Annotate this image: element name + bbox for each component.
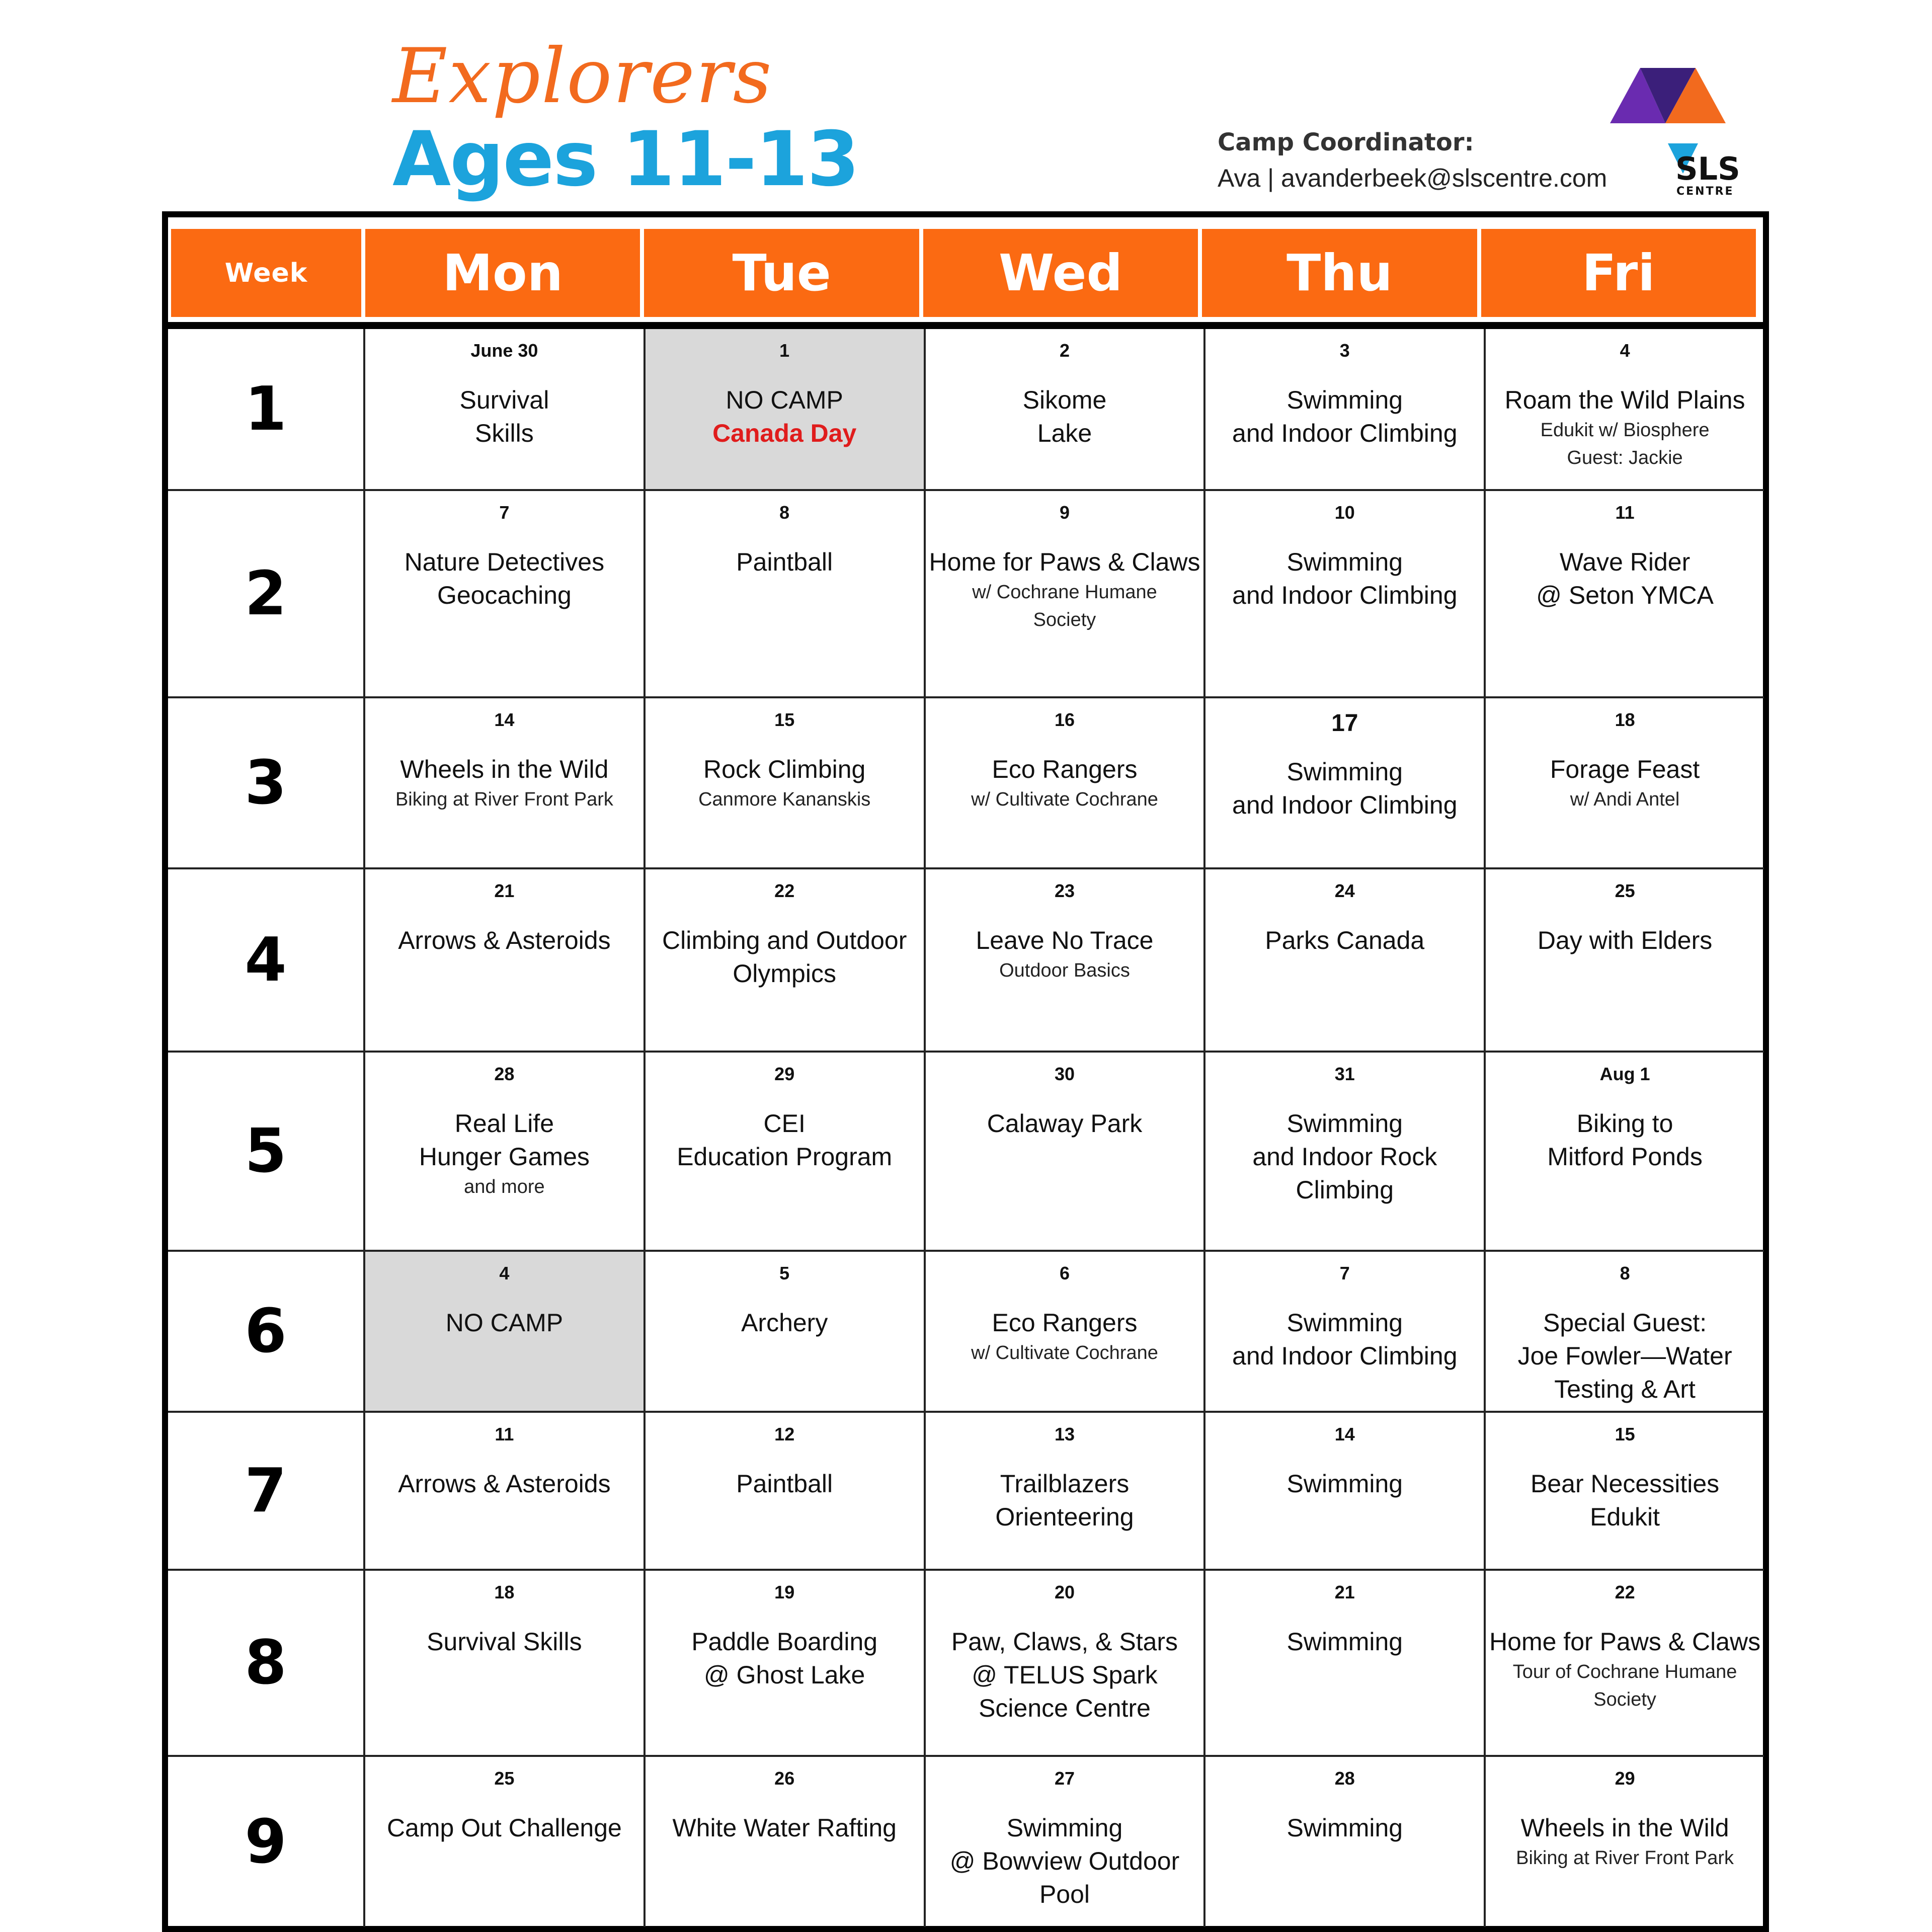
activity-title: Sikome <box>1022 386 1107 414</box>
day-date: 15 <box>774 709 795 730</box>
activity-title: Leave No Trace <box>976 926 1154 954</box>
activity-title: Lake <box>1037 419 1092 447</box>
activity-detail: Biking at River Front Park <box>1516 1847 1734 1869</box>
day-date: 29 <box>774 1064 795 1084</box>
day-date: Aug 1 <box>1599 1064 1650 1084</box>
day-cell <box>646 869 926 1051</box>
day-cell <box>365 1252 646 1411</box>
week-row <box>168 329 1764 491</box>
activity-title: Day with Elders <box>1537 926 1713 954</box>
age-group-title: Ages 11-13 <box>392 116 859 203</box>
day-date: 27 <box>1054 1768 1075 1789</box>
activity-title: Swimming <box>1286 1628 1403 1656</box>
week-row <box>168 1252 1764 1413</box>
logo-text: SLS <box>1675 150 1740 187</box>
activity-title: @ Seton YMCA <box>1536 581 1714 609</box>
activity-detail: Guest: Jackie <box>1567 447 1683 468</box>
day-cell <box>926 1252 1206 1411</box>
day-cell <box>926 869 1206 1051</box>
day-date: 19 <box>774 1582 795 1602</box>
day-date: 29 <box>1615 1768 1635 1789</box>
activity-title: Paw, Claws, & Stars <box>951 1628 1178 1656</box>
day-date: 21 <box>494 880 515 901</box>
activity-title: Roam the Wild Plains <box>1504 386 1745 414</box>
week-number: 9 <box>168 1757 365 1927</box>
week-row <box>168 1413 1764 1571</box>
day-date: 7 <box>499 502 510 523</box>
activity-title: Swimming <box>1286 1814 1403 1842</box>
day-date: 18 <box>494 1582 515 1602</box>
day-cell <box>365 698 646 867</box>
activity-title: Forage Feast <box>1550 755 1700 783</box>
day-date: 30 <box>1054 1064 1075 1084</box>
activity-title: Home for Paws & Claws <box>929 548 1200 576</box>
day-date: 17 <box>1331 710 1358 737</box>
day-date: 25 <box>1615 880 1635 901</box>
day-date: 26 <box>774 1768 795 1789</box>
activity-title: Arrows & Asteroids <box>398 926 611 954</box>
logo-subtext: CENTRE <box>1676 185 1734 198</box>
activity-detail: Society <box>1033 609 1096 630</box>
week-number: 7 <box>168 1413 365 1569</box>
activity-title: Survival Skills <box>427 1628 582 1656</box>
activity-title: Swimming <box>1286 1309 1403 1337</box>
day-date: 14 <box>494 709 515 730</box>
activity-title: NO CAMP <box>445 1309 564 1337</box>
activity-title: Camp Out Challenge <box>386 1814 622 1842</box>
activity-title: Eco Rangers <box>992 1309 1138 1337</box>
day-cell <box>365 329 646 489</box>
day-date: 3 <box>1339 340 1350 361</box>
day-cell <box>1205 329 1486 489</box>
activity-title: NO CAMP <box>726 386 843 414</box>
day-cell <box>365 1053 646 1250</box>
day-date: 4 <box>499 1263 510 1283</box>
day-cell <box>365 1413 646 1569</box>
day-cell <box>1205 1413 1486 1569</box>
activity-title: Joe Fowler—Water <box>1517 1342 1732 1370</box>
day-date: 15 <box>1615 1424 1635 1444</box>
week-row <box>168 869 1764 1053</box>
day-cell <box>1205 1757 1486 1927</box>
activity-title: Skills <box>475 419 534 447</box>
activity-title: Nature Detectives <box>404 548 605 576</box>
day-cell <box>1205 1053 1486 1250</box>
day-cell <box>646 1252 926 1411</box>
activity-title: Climbing <box>1296 1176 1394 1204</box>
day-date: 1 <box>779 340 790 361</box>
activity-title: and Indoor Climbing <box>1232 791 1458 819</box>
activity-title: Orienteering <box>995 1503 1134 1531</box>
header-mon: Mon <box>365 229 640 317</box>
activity-title: Testing & Art <box>1554 1375 1696 1403</box>
day-date: 28 <box>1334 1768 1355 1789</box>
activity-title: Parks Canada <box>1265 926 1425 954</box>
day-cell <box>926 1571 1206 1755</box>
day-cell <box>365 869 646 1051</box>
day-cell <box>1486 1571 1764 1755</box>
header-tue: Tue <box>644 229 919 317</box>
day-cell <box>1205 869 1486 1051</box>
day-date: 9 <box>1059 502 1070 523</box>
week-number: 2 <box>168 491 365 696</box>
schedule-header-row <box>171 229 1756 317</box>
activity-title: Wave Rider <box>1559 548 1691 576</box>
activity-title: Swimming <box>1286 1109 1403 1138</box>
day-cell <box>926 1413 1206 1569</box>
activity-title: Wheels in the Wild <box>1520 1814 1729 1842</box>
day-date: 18 <box>1615 709 1635 730</box>
day-cell <box>1486 698 1764 867</box>
activity-detail: Tour of Cochrane Humane <box>1512 1661 1737 1682</box>
header-week: Week <box>171 229 361 317</box>
activity-title: Calaway Park <box>987 1109 1143 1138</box>
activity-title: and Indoor Climbing <box>1232 1342 1458 1370</box>
day-cell <box>1486 869 1764 1051</box>
day-date: 4 <box>1620 340 1630 361</box>
week-number: 3 <box>168 698 365 867</box>
day-date: 8 <box>779 502 790 523</box>
activity-title: CEI <box>763 1109 806 1138</box>
activity-title: Science Centre <box>979 1694 1151 1722</box>
activity-title: Eco Rangers <box>992 755 1138 783</box>
day-cell <box>1486 491 1764 696</box>
activity-title: Education Program <box>677 1143 893 1171</box>
activity-title: Paintball <box>736 548 833 576</box>
activity-title: Trailblazers <box>1000 1470 1130 1498</box>
day-date: 22 <box>1615 1582 1635 1602</box>
day-cell <box>926 1757 1206 1927</box>
activity-title: and Indoor Climbing <box>1232 581 1458 609</box>
day-cell <box>1205 1571 1486 1755</box>
activity-title: @ Ghost Lake <box>704 1661 865 1689</box>
activity-detail: Canmore Kananskis <box>698 789 871 810</box>
header-wed: Wed <box>923 229 1198 317</box>
coordinator-contact: Ava | avanderbeek@slscentre.com <box>1218 164 1607 192</box>
activity-title: Paddle Boarding <box>691 1628 878 1656</box>
activity-title: Rock Climbing <box>703 755 866 783</box>
week-number: 8 <box>168 1571 365 1755</box>
activity-title: Olympics <box>733 959 836 988</box>
day-date: June 30 <box>470 340 538 361</box>
activity-title: Pool <box>1039 1880 1090 1908</box>
day-date: 13 <box>1054 1424 1075 1444</box>
day-cell <box>1486 1413 1764 1569</box>
day-cell <box>646 1053 926 1250</box>
day-date: 22 <box>774 880 795 901</box>
brand-title: Explorers <box>392 33 773 120</box>
day-cell <box>1205 698 1486 867</box>
day-date: 10 <box>1334 502 1355 523</box>
day-cell <box>646 698 926 867</box>
week-row <box>168 1053 1764 1252</box>
activity-detail: Edukit w/ Biosphere <box>1540 420 1710 441</box>
day-date: 12 <box>774 1424 795 1444</box>
day-date: 5 <box>779 1263 790 1283</box>
day-cell <box>1205 491 1486 696</box>
week-number: 5 <box>168 1053 365 1250</box>
week-row <box>168 698 1764 869</box>
header-divider <box>168 322 1764 329</box>
activity-title: Hunger Games <box>419 1143 590 1171</box>
activity-title: Edukit <box>1590 1503 1660 1531</box>
day-date: 24 <box>1334 880 1355 901</box>
activity-detail: w/ Cultivate Cochrane <box>971 1342 1158 1363</box>
day-cell <box>1486 1053 1764 1250</box>
activity-title: Special Guest: <box>1543 1309 1707 1337</box>
activity-title: Arrows & Asteroids <box>398 1470 611 1498</box>
activity-title: @ TELUS Spark <box>972 1661 1158 1689</box>
day-cell <box>1486 1252 1764 1411</box>
activity-title: and Indoor Rock <box>1252 1143 1437 1171</box>
activity-detail: Biking at River Front Park <box>395 789 613 810</box>
activity-title: Mitford Ponds <box>1547 1143 1703 1171</box>
activity-title: Real Life <box>454 1109 554 1138</box>
day-cell <box>646 1571 926 1755</box>
activity-title: Wheels in the Wild <box>400 755 609 783</box>
week-row <box>168 1757 1764 1927</box>
activity-title: Climbing and Outdoor <box>662 926 907 954</box>
activity-title: Swimming <box>1286 758 1403 786</box>
coordinator-label: Camp Coordinator: <box>1218 128 1474 156</box>
activity-title: Swimming <box>1006 1814 1123 1842</box>
activity-title: Bear Necessities <box>1531 1470 1720 1498</box>
activity-title: Archery <box>741 1309 828 1337</box>
day-date: 28 <box>494 1064 515 1084</box>
activity-detail: Society <box>1593 1689 1656 1710</box>
activity-title: Home for Paws & Claws <box>1489 1628 1761 1656</box>
activity-title: Geocaching <box>437 581 572 609</box>
day-date: 14 <box>1334 1424 1355 1444</box>
day-cell <box>1205 1252 1486 1411</box>
header-thu: Thu <box>1202 229 1477 317</box>
day-cell <box>926 1053 1206 1250</box>
day-date: 11 <box>1615 502 1635 523</box>
week-row <box>168 491 1764 698</box>
day-date: 11 <box>495 1424 514 1444</box>
day-date: 6 <box>1059 1263 1070 1283</box>
activity-title: Swimming <box>1286 548 1403 576</box>
week-number: 1 <box>168 329 365 489</box>
activity-title: @ Bowview Outdoor <box>949 1847 1180 1875</box>
activity-title: Swimming <box>1286 386 1403 414</box>
day-cell <box>926 329 1206 489</box>
week-row <box>168 1571 1764 1757</box>
day-cell <box>646 329 926 489</box>
day-date: 7 <box>1339 1263 1350 1283</box>
activity-title: Survival <box>459 386 549 414</box>
day-cell <box>365 1571 646 1755</box>
day-date: 16 <box>1054 709 1075 730</box>
day-date: 31 <box>1334 1064 1355 1084</box>
day-date: 23 <box>1054 880 1075 901</box>
activity-detail: w/ Cochrane Humane <box>972 582 1157 603</box>
day-date: 2 <box>1059 340 1070 361</box>
activity-detail: Outdoor Basics <box>999 960 1130 981</box>
week-number: 4 <box>168 869 365 1051</box>
activity-title: White Water Rafting <box>672 1814 897 1842</box>
day-date: 25 <box>494 1768 515 1789</box>
day-cell <box>1486 1757 1764 1927</box>
day-cell <box>1486 329 1764 489</box>
day-date: 20 <box>1054 1582 1075 1602</box>
day-cell <box>646 491 926 696</box>
activity-detail: w/ Cultivate Cochrane <box>971 789 1158 810</box>
activity-title: Paintball <box>736 1470 833 1498</box>
activity-detail: and more <box>464 1176 545 1197</box>
day-cell <box>926 491 1206 696</box>
day-date: 21 <box>1334 1582 1355 1602</box>
header-fri: Fri <box>1481 229 1756 317</box>
day-cell <box>646 1413 926 1569</box>
holiday-label: Canada Day <box>712 419 857 447</box>
week-number: 6 <box>168 1252 365 1411</box>
activity-title: and Indoor Climbing <box>1232 419 1458 447</box>
day-cell <box>365 1757 646 1927</box>
activity-title: Biking to <box>1576 1109 1673 1138</box>
schedule-grid <box>168 329 1764 1927</box>
activity-detail: w/ Andi Antel <box>1570 789 1680 810</box>
activity-title: Swimming <box>1286 1470 1403 1498</box>
day-date: 8 <box>1620 1263 1630 1283</box>
day-cell <box>365 491 646 696</box>
day-cell <box>646 1757 926 1927</box>
day-cell <box>926 698 1206 867</box>
